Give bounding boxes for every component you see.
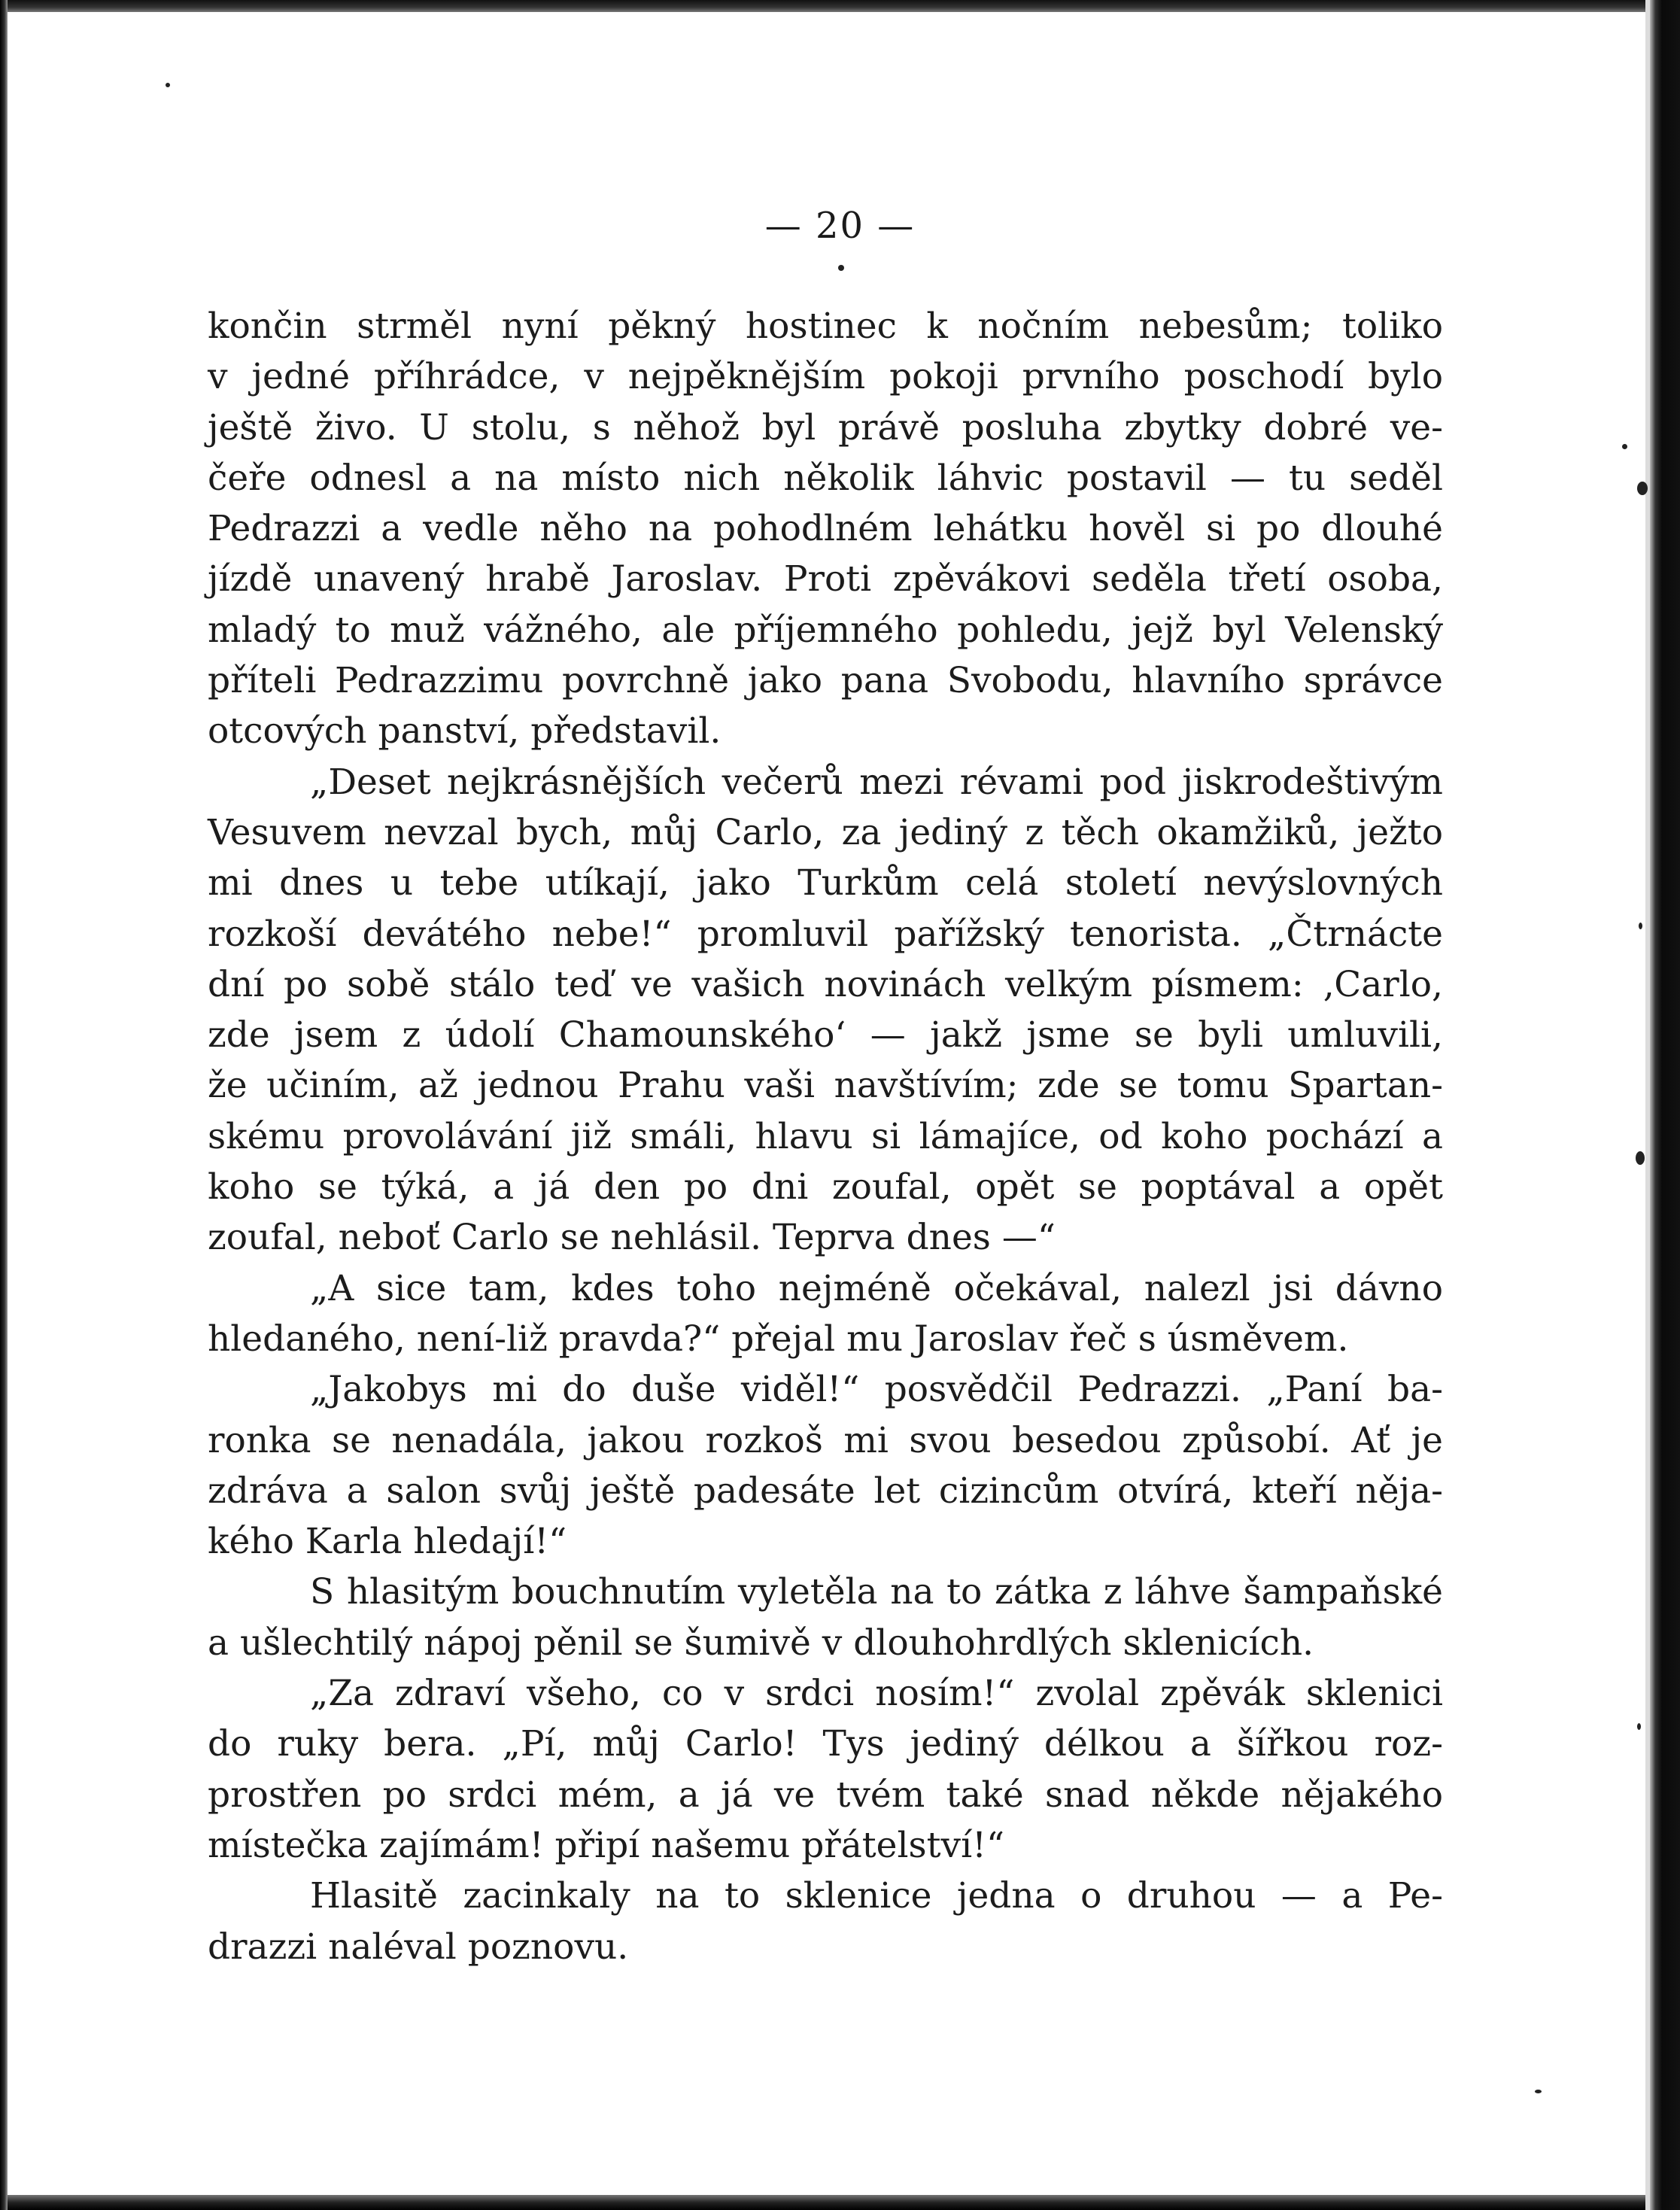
text-line: kého Karla hledají!“ <box>208 1521 567 1563</box>
text-line: jízdě unavený hrabě Jaroslav. Proti zpěvákovi seděla třetí osoba, <box>208 558 1443 600</box>
text-line: S hlasitým bouchnutím vyletěla na to zátka z láhve šampaňské <box>310 1571 1443 1613</box>
text-line: Hlasitě zacinkaly na to sklenice jedna o druhou — a Pe- <box>310 1875 1443 1917</box>
page-number: — 20 — <box>764 205 916 247</box>
text-line: „Deset nejkrásnějších večerů mezi révami pod jiskrodeštivým <box>310 761 1443 803</box>
text-line: dní po sobě stálo teď ve vašich novinách velkým písmem: ‚Carlo, <box>208 963 1443 1005</box>
scan-speck <box>1637 1723 1641 1730</box>
text-line: místečka zajímám! připí našemu přátelství!“ <box>208 1824 1005 1866</box>
scan-edge-bottom <box>0 2195 1680 2210</box>
text-line: zoufal, neboť Carlo se nehlásil. Teprva dnes —“ <box>208 1217 1056 1259</box>
text-line: že učiním, až jednou Prahu vaši navštívím; zde se tomu Spartan- <box>208 1065 1443 1107</box>
text-line: do ruky bera. „Pí, můj Carlo! Tys jediný délkou a šířkou roz- <box>208 1723 1443 1765</box>
text-line: končin strměl nyní pěkný hostinec k nočním nebesům; toliko <box>208 306 1443 347</box>
scan-speck <box>166 83 170 87</box>
text-line: mladý to muž vážného, ale příjemného pohledu, jejž byl Velenský <box>208 609 1443 651</box>
text-line: „Jakobys mi do duše viděl!“ posvědčil Pedrazzi. „Paní ba- <box>310 1369 1443 1411</box>
text-line: drazzi naléval poznovu. <box>208 1926 629 1968</box>
scan-speck <box>1637 482 1648 495</box>
text-line: v jedné příhrádce, v nejpěknějším pokoji prvního poschodí bylo <box>208 356 1443 398</box>
scan-speck <box>1535 2090 1542 2093</box>
text-line: zde jsem z údolí Chamounského‘ — jakž jsme se byli umluvili, <box>208 1014 1443 1056</box>
text-line: ještě živo. U stolu, s něhož byl právě posluha zbytky dobré ve- <box>208 406 1443 448</box>
text-line: a ušlechtilý nápoj pěnil se šumivě v dlouhohrdlých sklenicích. <box>208 1622 1314 1664</box>
text-line: „Za zdraví všeho, co v srdci nosím!“ zvolal zpěvák sklenici <box>310 1673 1443 1715</box>
scan-edge-top <box>0 0 1680 12</box>
text-line: ronka se nenadála, jakou rozkoš mi svou besedou způsobí. Ať je <box>208 1419 1443 1461</box>
text-line: příteli Pedrazzimu povrchně jako pana Svobodu, hlavního správce <box>208 660 1443 702</box>
text-line: čeře odnesl a na místo nich několik láhvic postavil — tu seděl <box>208 457 1443 499</box>
text-line: prostřen po srdci mém, a já ve tvém také snad někde nějakého <box>208 1774 1443 1816</box>
text-line: zdráva a salon svůj ještě padesáte let cizincům otvírá, kteří něja- <box>208 1470 1443 1512</box>
text-line: „A sice tam, kdes toho nejméně očekával, nalezl jsi dávno <box>310 1267 1443 1309</box>
text-line: rozkoší devátého nebe!“ promluvil pařížský tenorista. „Čtrnácte <box>208 913 1443 955</box>
scan-speck <box>1636 1151 1645 1165</box>
text-line: mi dnes u tebe utíkají, jako Turkům celá století nevýslovných <box>208 862 1443 904</box>
scan-speck <box>838 265 844 271</box>
scan-edge-right <box>1650 0 1680 2210</box>
text-line: koho se týká, a já den po dni zoufal, opět se poptával a opět <box>208 1166 1443 1208</box>
text-line: Pedrazzi a vedle něho na pohodlném lehátku hověl si po dlouhé <box>208 508 1443 550</box>
text-line: Vesuvem nevzal bych, můj Carlo, za jediný z těch okamžiků, ježto <box>208 811 1443 853</box>
scan-speck <box>1639 923 1642 929</box>
text-line: hledaného, není-liž pravda?“ přejal mu Jaroslav řeč s úsměvem. <box>208 1318 1349 1360</box>
text-line: otcových panství, představil. <box>208 710 722 752</box>
scan-speck <box>1622 444 1627 449</box>
text-line: skému provolávání již smáli, hlavu si lámajíce, od koho pochází a <box>208 1115 1443 1157</box>
scan-edge-left <box>0 0 8 2210</box>
body-text <box>208 301 1443 1972</box>
